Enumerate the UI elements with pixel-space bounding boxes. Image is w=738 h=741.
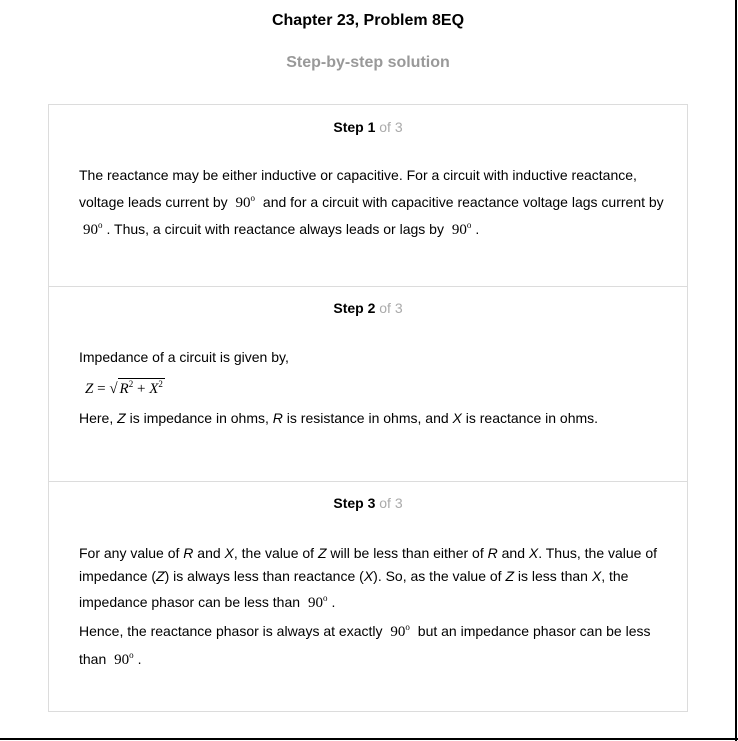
step-1-header bbox=[49, 119, 687, 135]
window-border-bottom bbox=[0, 738, 738, 740]
window-border-right bbox=[735, 0, 737, 741]
step-1-label: Step 1 bbox=[333, 119, 376, 135]
step-2-intro: Impedance of a circuit is given by, bbox=[79, 349, 289, 365]
step-3-count: of 3 bbox=[379, 495, 403, 511]
solution-card bbox=[48, 104, 688, 712]
step-3-text-2: Hence, the reactance phasor is always at exactly 90$^o$ but an impedance phasor can be less than 90$^o$ . bbox=[79, 622, 651, 668]
step-2-explanation: Here, Z is impedance in ohms, R is resistance in ohms, and X is reactance in ohms. bbox=[79, 410, 599, 426]
angle-90: 90$^o$ bbox=[390, 622, 410, 640]
step-2 bbox=[49, 286, 687, 482]
step-1-text: The reactance may be either inductive or capacitive. For a circuit with inductive reactance, voltage leads current by 90$^o$ and for a circuit with capacitive reactance voltage lags current by 90$^o$ . Thus, a circuit with reactance always leads or lags by 90$^o$ . bbox=[79, 167, 664, 238]
page-title: Chapter 23, Problem 8EQ bbox=[271, 12, 465, 29]
step-3-label: Step 3 bbox=[333, 495, 376, 511]
step-3-text-1: For any value of R and X, the value of Z will be less than either of R and X. Thus, the value of impedance (Z) is always less than reactance (X). So, as the value of Z is less than X, the impedance phasor can be less than 90$^o$ . bbox=[79, 545, 658, 611]
angle-90: 90$^o$ bbox=[235, 192, 256, 211]
angle-90: 90$^o$ bbox=[83, 220, 103, 238]
step-3 bbox=[49, 481, 687, 712]
step-1 bbox=[49, 105, 687, 286]
step-2-header bbox=[49, 300, 687, 316]
angle-90: 90$^o$ bbox=[451, 220, 472, 238]
step-3-header bbox=[49, 495, 687, 511]
step-1-count: of 3 bbox=[379, 119, 403, 135]
angle-90: 90$^o$ bbox=[307, 593, 328, 611]
step-2-count: of 3 bbox=[379, 300, 403, 316]
page-subtitle: Step-by-step solution bbox=[286, 54, 450, 71]
angle-90: 90$^o$ bbox=[114, 649, 134, 668]
impedance-formula: Z = √ $R^2 + X^2$ bbox=[85, 379, 163, 397]
step-2-label: Step 2 bbox=[333, 300, 376, 316]
